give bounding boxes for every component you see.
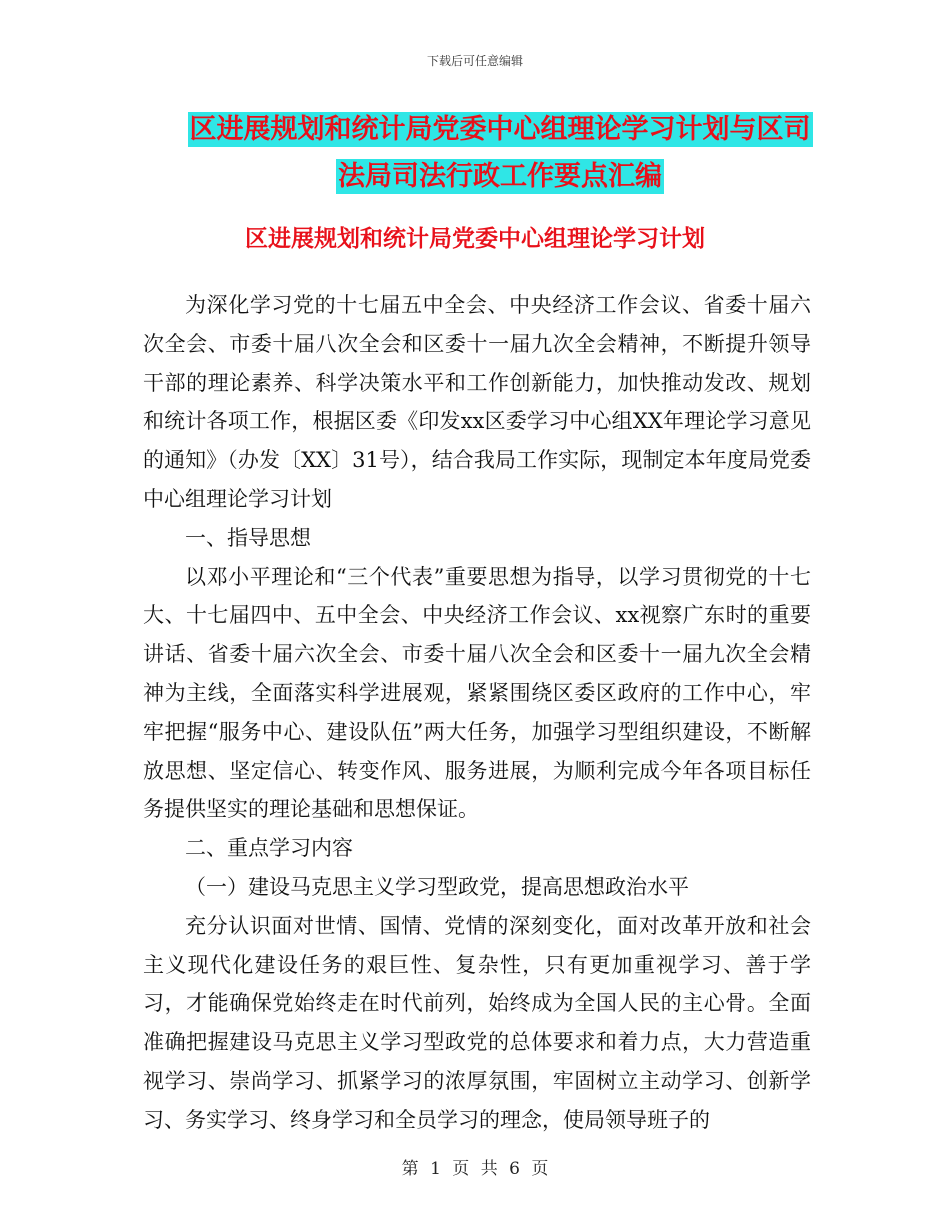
- paragraph-guiding-thought: 以邓小平理论和“三个代表”重要思想为指导，以学习贯彻党的十七大、十七届四中、五中全会、中央经济工作会议、xx视察广东时的重要讲话、省委十届六次全会、市委十届八次全会和区委十一届九次全会精神为主线，全面落实科学进展观，紧紧围绕区委区政府的工作中心，牢牢把握“服务中心、建设队伍”两大任务，加强学习型组织建设，不断解放思想、坚定信心、转变作风、服务进展，为顺利完成今年各项目标任务提供坚实的理论基础和思想保证。: [143, 564, 811, 822]
- page-number: 第 1 页 共 6 页: [401, 1159, 549, 1179]
- heading-guiding-thought: 一、指导思想: [185, 525, 311, 550]
- document-title-line-2: 法局司法行政工作要点汇编: [338, 161, 662, 192]
- document-title: [180, 106, 820, 200]
- paragraph-learning-party: 充分认识面对世情、国情、党情的深刻变化，面对改革开放和社会主义现代化建设任务的艰巨性、复杂性，只有更加重视学习、善于学习，才能确保党始终走在时代前列，始终成为全国人民的主心骨。全面准确把握建设马克思主义学习型政党的总体要求和着力点，大力营造重视学习、崇尚学习、抓紧学习的浓厚氛围，牢固树立主动学习、创新学习、务实学习、终身学习和全员学习的理念，使局领导班子的: [143, 913, 811, 1132]
- document-title-line-1: 区进展规划和统计局党委中心组理论学习计划与区司: [189, 114, 811, 145]
- subheading-learning-party: （一）建设马克思主义学习型政党，提高思想政治水平: [185, 874, 689, 899]
- page-header-note: 下载后可任意编辑: [426, 54, 523, 68]
- heading-key-content: 二、重点学习内容: [185, 836, 353, 861]
- section-title: 区进展规划和统计局党委中心组理论学习计划: [245, 226, 705, 252]
- paragraph-intro: 为深化学习党的十七届五中全会、中央经济工作会议、省委十届六次全会、市委十届八次全会和区委十一届九次全会精神，不断提升领导干部的理论素养、科学决策水平和工作创新能力，加快推动发改、规划和统计各项工作，根据区委《印发xx区委学习中心组XX年理论学习意见的通知》（办发〔XX〕31号），结合我局工作实际，现制定本年度局党委中心组理论学习计划: [143, 293, 811, 511]
- document-body: [143, 286, 811, 1140]
